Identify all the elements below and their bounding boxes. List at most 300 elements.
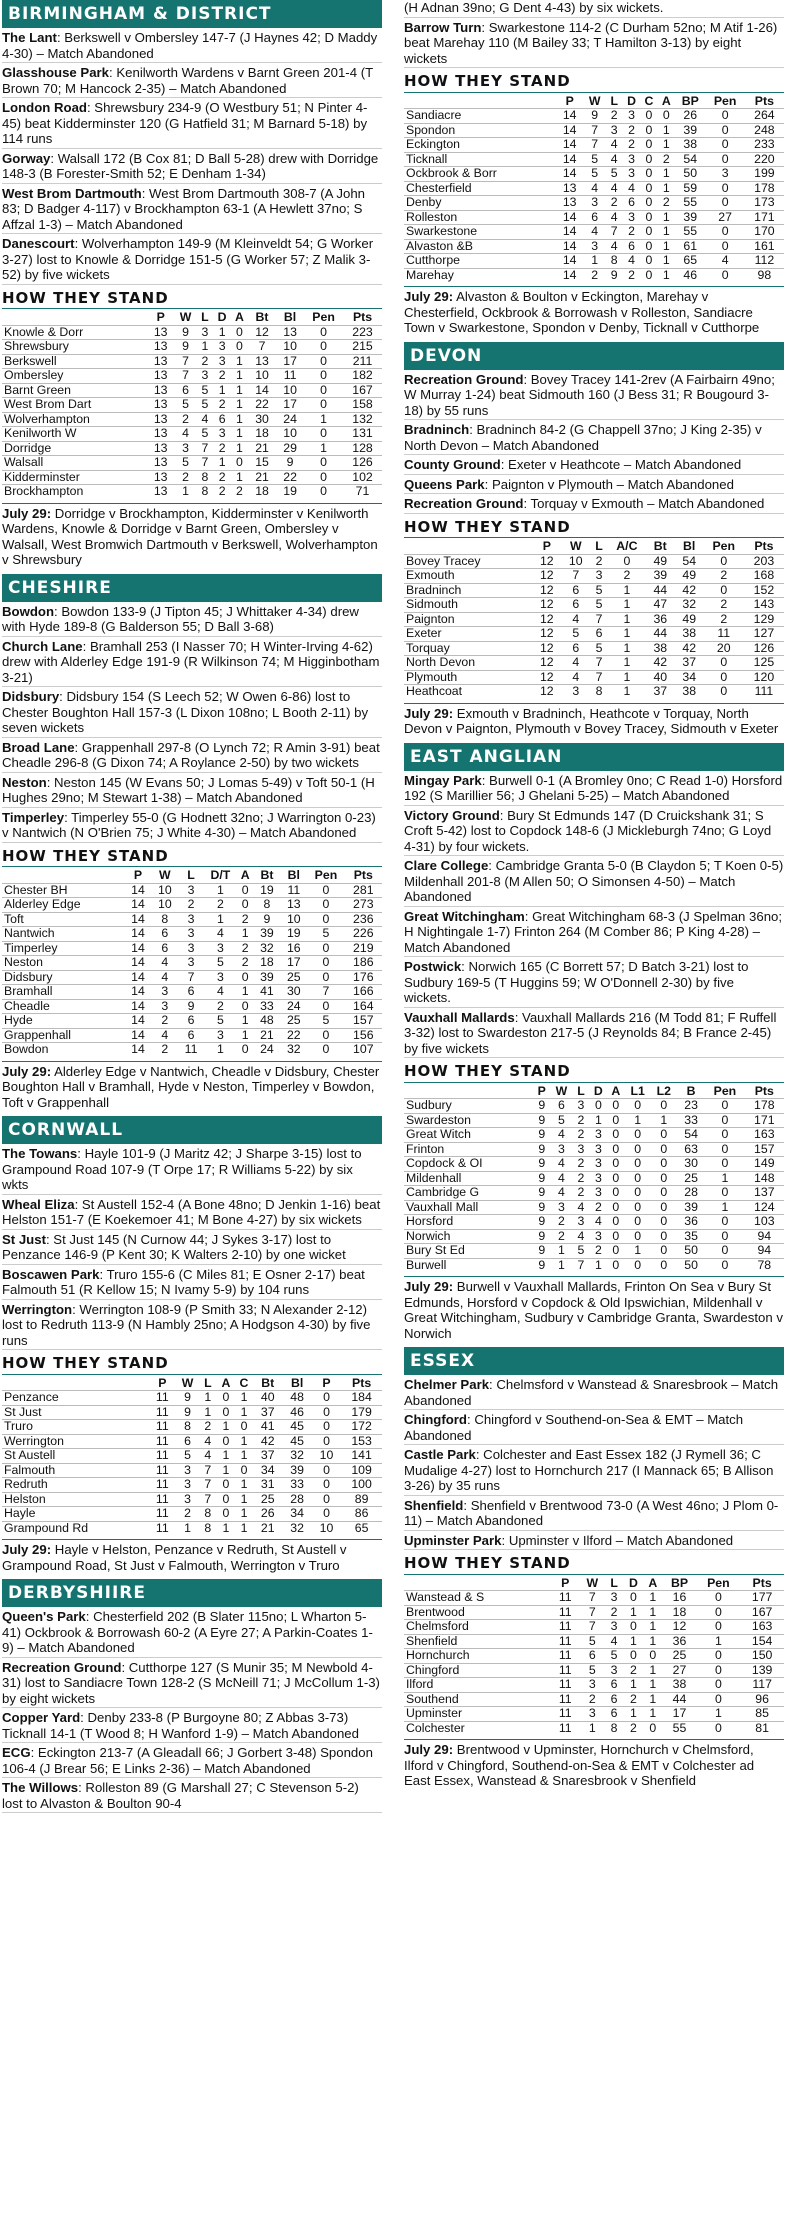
team-name: North Devon: [404, 656, 532, 671]
stat-cell: 0: [625, 1142, 651, 1157]
stat-cell: 7: [590, 670, 608, 685]
stat-cell: 0: [217, 1478, 235, 1493]
stat-cell: 39: [675, 210, 705, 225]
stat-cell: 48: [253, 1014, 280, 1029]
stat-cell: 0: [640, 196, 657, 211]
column-header: BP: [681, 93, 699, 108]
stat-cell: 11: [550, 1605, 580, 1620]
stat-cell: 1: [235, 1492, 253, 1507]
stat-cell: 0: [307, 1028, 344, 1043]
stat-cell: 6: [604, 1707, 623, 1722]
stat-cell: 236: [345, 912, 382, 927]
stat-cell: 14: [125, 985, 152, 1000]
stat-cell: 0: [235, 1463, 253, 1478]
league-title: CORNWALL: [2, 1116, 382, 1144]
stat-cell: 32: [675, 598, 704, 613]
team-name: Werrington: [2, 1434, 148, 1449]
team-name: West Brom Dart: [2, 398, 147, 413]
match-summary: Vauxhall Mallards 216 (M Todd 81; F Ruffell 3-32) lost to Swardeston 217-5 (J Reynolds 84; B France 2-45) by five wickets: [404, 1009, 777, 1056]
stat-cell: 4: [706, 254, 745, 269]
stat-cell: 0: [697, 1721, 741, 1735]
stat-cell: 178: [745, 1099, 784, 1114]
stat-cell: 167: [343, 383, 382, 398]
table-row: [404, 1157, 784, 1172]
stat-cell: 10: [312, 1449, 341, 1464]
team-name: Bury St Ed: [404, 1244, 533, 1259]
match-report: Wheal Eliza: St Austell 152-4 (A Bone 48no; D Jenkin 1-16) beat Helston 151-7 (E Koekemoer 41; M Bone 4-27) by six wickets: [2, 1197, 382, 1230]
stat-cell: 14: [125, 1028, 152, 1043]
stat-cell: 3: [590, 1128, 607, 1143]
match-report: County Ground: Exeter v Heathcote – Match Abandoned: [404, 457, 784, 475]
fixtures-list: Dorridge v Brockhampton, Kidderminster v Kenilworth Wardens, Knowle & Dorridge v Barnt Green, Ombersley v Walsall, West Bromwich Dartmouth v Berkswell, Wolverhampton v Shrewsbury: [2, 505, 378, 567]
stat-cell: 36: [646, 612, 675, 627]
stat-cell: 8: [196, 470, 213, 485]
stat-cell: 4: [606, 210, 623, 225]
stat-cell: 0: [705, 1186, 744, 1201]
stat-cell: 0: [640, 109, 657, 124]
stat-cell: 32: [282, 1521, 311, 1535]
stat-cell: 1: [608, 627, 646, 642]
stat-cell: 0: [307, 970, 344, 985]
stat-cell: 2: [237, 912, 254, 927]
stat-cell: 54: [675, 152, 705, 167]
column-header: W: [588, 93, 601, 108]
standings-header-row: [404, 1085, 784, 1099]
match-report: Great Witchingham: Great Witchingham 68-3 (J Spelman 36no; H Nightingale 1-7) Frinton 264 (M Comber 86; P King 4-28) – Match Abandoned: [404, 909, 784, 958]
stat-cell: 38: [675, 138, 705, 153]
stat-cell: 50: [675, 167, 705, 182]
stat-cell: 7: [196, 456, 213, 471]
stat-cell: 17: [276, 354, 304, 369]
stat-cell: 5: [176, 1449, 199, 1464]
stat-cell: 3: [623, 167, 640, 182]
stat-cell: 1: [658, 225, 675, 240]
stat-cell: 137: [745, 1186, 784, 1201]
stat-cell: 10: [312, 1521, 341, 1535]
match-report: Queens Park: Paignton v Plymouth – Match Abandoned: [404, 477, 784, 495]
stat-cell: 10: [151, 883, 178, 898]
match-summary: Walsall 172 (B Cox 81; D Ball 5-28) drew with Dorridge 148-3 (B Forester-Smith 52; E Denham 1-34): [2, 150, 379, 181]
table-row: [404, 1128, 784, 1143]
stat-cell: 0: [705, 1244, 744, 1259]
stat-cell: 157: [745, 1142, 784, 1157]
stat-cell: 13: [147, 441, 175, 456]
stat-cell: 37: [253, 1405, 282, 1420]
stat-cell: 1: [608, 656, 646, 671]
stat-cell: 17: [276, 398, 304, 413]
table-row: [2, 1043, 382, 1057]
match-report: Boscawen Park: Truro 155-6 (C Miles 81; E Osner 2-17) beat Falmouth 51 (R Kellow 15; N Ivamy 5-9) by 104 runs: [2, 1267, 382, 1300]
stat-cell: 5: [590, 641, 608, 656]
stat-cell: 1: [705, 1171, 744, 1186]
stat-cell: 10: [151, 898, 178, 913]
column-header: D: [217, 310, 227, 324]
stat-cell: 4: [584, 225, 606, 240]
team-name: Southend: [404, 1692, 550, 1707]
stat-cell: 50: [677, 1258, 705, 1272]
column-header: Pts: [352, 310, 373, 324]
stat-cell: 7: [590, 656, 608, 671]
stat-cell: 0: [312, 1463, 341, 1478]
stat-cell: 49: [675, 612, 704, 627]
stat-cell: 1: [237, 985, 254, 1000]
stat-cell: 17: [280, 956, 307, 971]
stat-cell: 38: [675, 627, 704, 642]
stat-cell: 11: [276, 369, 304, 384]
stat-cell: 1: [304, 441, 343, 456]
stat-cell: 3: [213, 427, 230, 442]
stat-cell: 148: [745, 1171, 784, 1186]
column-header: Bt: [653, 539, 667, 553]
team-name: Grappenhall: [2, 1028, 125, 1043]
stat-cell: 10: [276, 383, 304, 398]
stat-cell: 0: [608, 554, 646, 569]
column-header: Pts: [352, 1375, 372, 1390]
stat-cell: 78: [745, 1258, 784, 1272]
stat-cell: 12: [532, 569, 561, 584]
stat-cell: 12: [532, 656, 561, 671]
stat-cell: 36: [677, 1215, 705, 1230]
stat-cell: 11: [704, 627, 744, 642]
team-name: Hyde: [2, 1014, 125, 1029]
match-report: Castle Park: Colchester and East Essex 182 (J Rymell 36; C Mudalige 4-27) lost to Hornchurch 217 (I Mannack 65; B Allison 3-26) by 35 runs: [404, 1447, 784, 1496]
stat-cell: 0: [697, 1649, 741, 1664]
standings-table: [2, 311, 382, 499]
match-report: Shenfield: Shenfield v Brentwood 73-0 (A West 46no; J Plom 0-11) – Match Abandoned: [404, 1498, 784, 1531]
standings-table: [404, 1085, 784, 1273]
league-title: DEVON: [404, 342, 784, 370]
stat-cell: 0: [312, 1391, 341, 1406]
stat-cell: 46: [282, 1405, 311, 1420]
stat-cell: 0: [304, 369, 343, 384]
stat-cell: 12: [532, 641, 561, 656]
stat-cell: 0: [651, 1142, 677, 1157]
stat-cell: 0: [651, 1099, 677, 1114]
stat-cell: 3: [204, 970, 237, 985]
table-row: [404, 152, 784, 167]
standings-heading: HOW THEY STAND: [2, 289, 382, 310]
stat-cell: 13: [280, 898, 307, 913]
table-row: [2, 1478, 382, 1493]
stat-cell: 1: [590, 1113, 607, 1128]
match-summary: Chelmsford v Wanstead & Snaresbrook – Match Abandoned: [404, 1377, 779, 1408]
stat-cell: 25: [677, 1171, 705, 1186]
stat-cell: 0: [625, 1229, 651, 1244]
stat-cell: 59: [675, 181, 705, 196]
stat-cell: 0: [217, 1507, 235, 1522]
table-row: [404, 268, 784, 282]
stat-cell: 2: [231, 485, 248, 499]
stat-cell: 2: [608, 569, 646, 584]
stat-cell: 167: [740, 1605, 784, 1620]
stat-cell: 89: [341, 1492, 382, 1507]
stat-cell: 0: [625, 1128, 651, 1143]
stat-cell: 215: [343, 340, 382, 355]
stat-cell: 0: [651, 1244, 677, 1259]
stat-cell: 3: [590, 1142, 607, 1157]
stat-cell: 163: [740, 1620, 784, 1635]
column-header: Bl: [290, 1375, 304, 1390]
match-report: Mingay Park: Burwell 0-1 (A Bromley 0no; C Read 1-0) Horsford 192 (S Marillier 56; J Ghelani 5-25) – Match Abandoned: [404, 773, 784, 806]
stat-cell: 233: [745, 138, 784, 153]
stat-cell: 14: [556, 268, 584, 282]
stat-cell: 5: [561, 627, 590, 642]
stat-cell: 5: [550, 1113, 572, 1128]
stat-cell: 1: [658, 138, 675, 153]
table-row: [404, 167, 784, 182]
stat-cell: 9: [533, 1244, 550, 1259]
standings-header-row: [404, 540, 784, 554]
stat-cell: 0: [705, 1157, 744, 1172]
match-venue: Clare College: [404, 858, 489, 873]
team-name: Helston: [2, 1492, 148, 1507]
team-name: Norwich: [404, 1229, 533, 1244]
stat-cell: 6: [151, 941, 178, 956]
column-header: Pts: [353, 868, 373, 882]
table-row: [404, 138, 784, 153]
team-name: Brockhampton: [2, 485, 147, 499]
team-name: Bovey Tracey: [404, 554, 532, 569]
stat-cell: 3: [178, 927, 203, 942]
fixtures-list: Exmouth v Bradninch, Heathcote v Torquay, North Devon v Paignton, Plymouth v Bovey Tracey, Sidmouth v Exeter: [404, 705, 779, 736]
stat-cell: 178: [745, 181, 784, 196]
league-title: ESSEX: [404, 1347, 784, 1375]
stat-cell: 0: [697, 1605, 741, 1620]
match-summary: Bradninch 84-2 (G Chappell 37no; J King 2-35) v North Devon – Match Abandoned: [404, 422, 762, 453]
stat-cell: 0: [705, 1128, 744, 1143]
table-row: [2, 941, 382, 956]
match-summary: Kenilworth Wardens v Barnt Green 201-4 (T Brown 70; M Hancock 2-35) – Match Abandoned: [2, 65, 373, 96]
stat-cell: 9: [533, 1128, 550, 1143]
stat-cell: 2: [658, 196, 675, 211]
table-row: [2, 956, 382, 971]
stat-cell: 34: [675, 670, 704, 685]
stat-cell: 0: [705, 1142, 744, 1157]
table-row: [404, 569, 784, 584]
stat-cell: 1: [231, 412, 248, 427]
team-name: Grampound Rd: [2, 1521, 148, 1535]
stat-cell: 5: [606, 167, 623, 182]
team-name: Nantwich: [2, 927, 125, 942]
stat-cell: 11: [148, 1478, 176, 1493]
stat-cell: 11: [550, 1634, 580, 1649]
stat-cell: 7: [175, 369, 197, 384]
match-summary: Truro 155-6 (C Miles 81; E Osner 2-17) beat Falmouth 51 (R Kellow 15; N Ivamy 5-9) by 104 runs: [2, 1266, 365, 1297]
stat-cell: 4: [199, 1434, 217, 1449]
match-summary: Werrington 108-9 (P Smith 33; N Alexander 2-12) lost to Redruth 113-9 (N Hambly 25no; A Hodgson 4-30) by five runs: [2, 1301, 371, 1348]
stat-cell: 34: [282, 1507, 311, 1522]
match-summary: Upminster v Ilford – Match Abandoned: [508, 1532, 734, 1548]
column-header: A: [611, 1083, 621, 1098]
stat-cell: 0: [643, 1721, 662, 1735]
stat-cell: 39: [675, 123, 705, 138]
match-report: St Just: St Just 145 (N Curnow 44; J Sykes 3-17) lost to Penzance 146-9 (P Kent 30; K Walters 2-10) by one wicket: [2, 1232, 382, 1265]
match-report: Chingford: Chingford v Southend-on-Sea & EMT – Match Abandoned: [404, 1412, 784, 1445]
column-header: D: [593, 1083, 603, 1098]
stat-cell: 32: [282, 1449, 311, 1464]
stat-cell: 9: [175, 325, 197, 340]
stat-cell: 1: [705, 1200, 744, 1215]
stat-cell: 281: [345, 883, 382, 898]
stat-cell: 0: [307, 999, 344, 1014]
stat-cell: 4: [151, 970, 178, 985]
stat-cell: 7: [561, 569, 590, 584]
stat-cell: 8: [604, 1721, 623, 1735]
stat-cell: 14: [556, 210, 584, 225]
stat-cell: 2: [213, 398, 230, 413]
stat-cell: 5: [175, 398, 197, 413]
stat-cell: 9: [176, 1391, 199, 1406]
stat-cell: 1: [608, 685, 646, 699]
match-venue: Upminster Park: [404, 1532, 502, 1548]
column-header: Bl: [683, 539, 696, 553]
stat-cell: 7: [584, 138, 606, 153]
team-name: Torquay: [404, 641, 532, 656]
stat-cell: 13: [147, 485, 175, 499]
stat-cell: 36: [663, 1634, 697, 1649]
stat-cell: 0: [231, 325, 248, 340]
table-row: [404, 1692, 784, 1707]
stat-cell: 4: [606, 138, 623, 153]
table-row: [404, 612, 784, 627]
team-name: Vauxhall Mall: [404, 1200, 533, 1215]
fixtures: [404, 1739, 784, 1789]
match-report: Recreation Ground: Torquay v Exmouth – Match Abandoned: [404, 496, 784, 514]
stat-cell: 2: [606, 196, 623, 211]
stat-cell: 0: [640, 225, 657, 240]
stat-cell: 1: [217, 1521, 235, 1535]
stat-cell: 2: [623, 225, 640, 240]
match-venue: County Ground: [404, 457, 501, 472]
stat-cell: 5: [307, 1014, 344, 1029]
team-name: Swarkestone: [404, 225, 556, 240]
stat-cell: 11: [550, 1649, 580, 1664]
stat-cell: 1: [643, 1692, 662, 1707]
match-report: Victory Ground: Bury St Edmunds 147 (D Cruickshank 31; S Croft 5-42) lost to Copdock 148-6 (J Mickleburgh 74no; G Loyd 4-31) by four wickets.: [404, 808, 784, 857]
match-report: Clare College: Cambridge Granta 5-0 (B Claydon 5; T Koen 0-5) Mildenhall 201-8 (M Allen 50; O Simonsen 4-50) – Match Abandoned: [404, 858, 784, 907]
table-row: [2, 1028, 382, 1043]
stat-cell: 2: [623, 268, 640, 282]
stat-cell: 0: [304, 398, 343, 413]
column-header: [2, 1377, 148, 1391]
stat-cell: 2: [550, 1215, 572, 1230]
stat-cell: 0: [237, 999, 254, 1014]
team-name: Swardeston: [404, 1113, 533, 1128]
stat-cell: 100: [341, 1478, 382, 1493]
stat-cell: 171: [745, 1113, 784, 1128]
stat-cell: 11: [280, 883, 307, 898]
stat-cell: 13: [248, 354, 276, 369]
match-venue: Boscawen Park: [2, 1266, 100, 1282]
column-header: A/C: [616, 539, 638, 553]
stat-cell: 13: [147, 456, 175, 471]
table-row: [404, 583, 784, 598]
stat-cell: 54: [677, 1128, 705, 1143]
standings-table: [2, 869, 382, 1057]
team-name: Paignton: [404, 612, 532, 627]
table-row: [404, 109, 784, 124]
stat-cell: 3: [175, 441, 197, 456]
column-header: P: [322, 1375, 331, 1390]
stat-cell: 42: [675, 641, 704, 656]
stat-cell: 6: [178, 1028, 203, 1043]
stat-cell: 172: [341, 1420, 382, 1435]
stat-cell: 4: [606, 181, 623, 196]
stat-cell: 3: [196, 325, 213, 340]
match-venue: Recreation Ground: [2, 1659, 122, 1675]
match-venue: Broad Lane: [2, 739, 75, 755]
stat-cell: 0: [651, 1186, 677, 1201]
stat-cell: 1: [643, 1591, 662, 1606]
column-header: A: [221, 1375, 231, 1390]
stat-cell: 14: [125, 941, 152, 956]
stat-cell: 0: [304, 354, 343, 369]
table-row: [2, 1449, 382, 1464]
stat-cell: 18: [253, 956, 280, 971]
stat-cell: 1: [217, 1420, 235, 1435]
match-venue: Neston: [2, 774, 47, 790]
team-name: Denby: [404, 196, 556, 211]
stat-cell: 49: [646, 554, 675, 569]
stat-cell: 4: [561, 670, 590, 685]
stat-cell: 25: [663, 1649, 697, 1664]
stat-cell: 13: [147, 354, 175, 369]
team-name: Marehay: [404, 268, 556, 282]
stat-cell: 6: [623, 196, 640, 211]
stat-cell: 21: [253, 1028, 280, 1043]
stat-cell: 2: [624, 1663, 643, 1678]
right-column: [404, 0, 784, 1795]
stat-cell: 1: [608, 583, 646, 598]
stat-cell: 3: [584, 239, 606, 254]
table-row: [2, 340, 382, 355]
stat-cell: 4: [550, 1157, 572, 1172]
stat-cell: 0: [624, 1620, 643, 1635]
column-header: A: [648, 1575, 658, 1590]
stat-cell: 3: [178, 956, 203, 971]
table-row: [404, 670, 784, 685]
stat-cell: 26: [253, 1507, 282, 1522]
stat-cell: 0: [312, 1405, 341, 1420]
stat-cell: 1: [550, 1244, 572, 1259]
stat-cell: 0: [304, 485, 343, 499]
stat-cell: 4: [204, 927, 237, 942]
stat-cell: 4: [572, 1229, 589, 1244]
stat-cell: 22: [280, 1028, 307, 1043]
stat-cell: 3: [151, 985, 178, 1000]
stat-cell: 0: [705, 1258, 744, 1272]
team-name: Spondon: [404, 123, 556, 138]
stat-cell: 2: [580, 1692, 604, 1707]
match-summary: Shenfield v Brentwood 73-0 (A West 46no; J Plom 0-11) – Match Abandoned: [404, 1497, 779, 1528]
match-summary: Cutthorpe 127 (S Munir 35; M Newbold 4-31) lost to Sandiacre Town 128-2 (S McNeill 71; J McCollum 1-3) by eight wickets: [2, 1659, 380, 1706]
stat-cell: 14: [556, 138, 584, 153]
stat-cell: 19: [280, 927, 307, 942]
stat-cell: 21: [248, 441, 276, 456]
stat-cell: 1: [237, 1028, 254, 1043]
column-header: Pen: [712, 539, 736, 553]
column-header: A: [661, 93, 671, 108]
stat-cell: 0: [312, 1492, 341, 1507]
stat-cell: 179: [341, 1405, 382, 1420]
stat-cell: 86: [341, 1507, 382, 1522]
stat-cell: 3: [572, 1099, 589, 1114]
team-name: Truro: [2, 1420, 148, 1435]
stat-cell: 6: [178, 1014, 203, 1029]
fixtures: [404, 703, 784, 737]
column-header: W: [586, 1575, 599, 1590]
stat-cell: 0: [231, 340, 248, 355]
